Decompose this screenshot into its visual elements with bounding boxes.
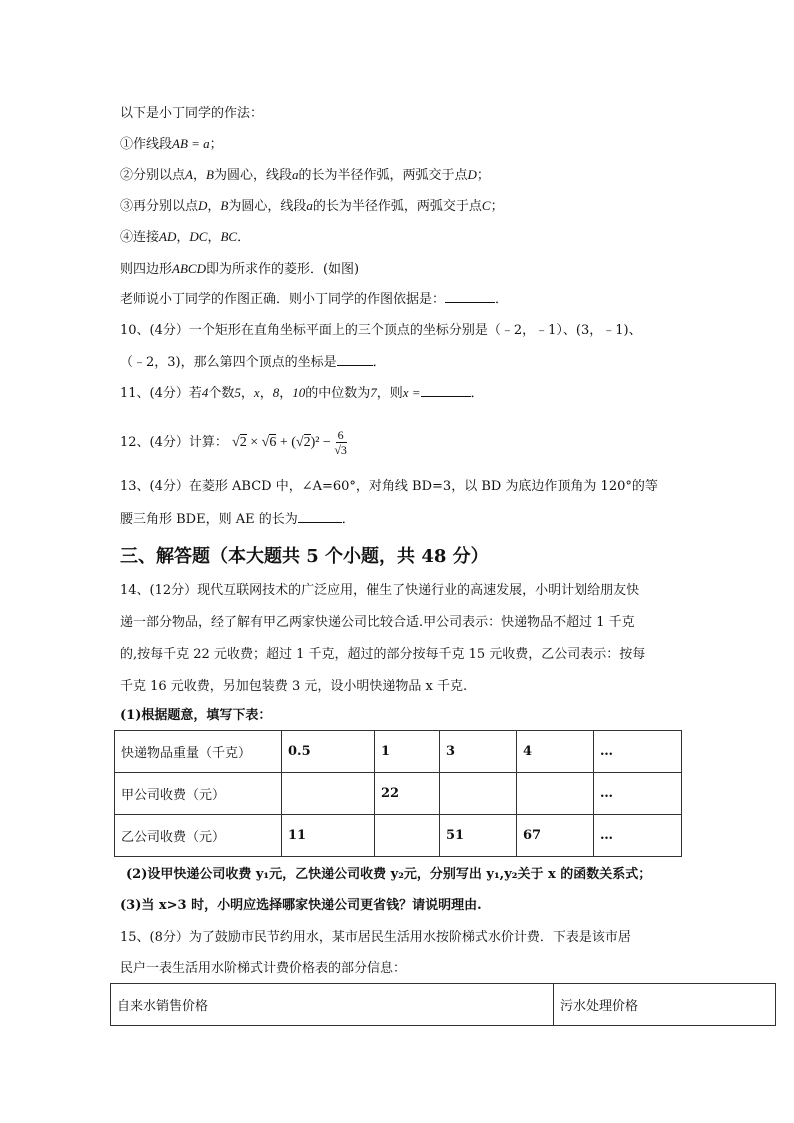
q12-fraction: $\frac{6}{√3}$	[334, 428, 347, 458]
q12-expression: √2 × √6 + (√2)² − $\frac{6}{√3}$	[232, 428, 347, 458]
table-row	[115, 731, 682, 773]
question-10-line-1: 10、(4分）一个矩形在直角坐标平面上的三个顶点的坐标分别是（﹣2，﹣1）、(3，﹣1)、	[120, 323, 642, 338]
construction-step-2: ②分别以点A，B为圆心，线段a的长为半径作弧，两弧交于点D；	[120, 167, 490, 183]
table-cell[interactable]	[282, 773, 375, 815]
table-cell: …	[594, 815, 682, 857]
question-10-line-2: （﹣2，3)，那么第四个顶点的坐标是 ．	[120, 355, 386, 370]
question-14-part-1: (1)根据题意，填写下表：	[120, 708, 272, 723]
question-14-part-2: (2)设甲快递公司收费 y₁元，乙快递公司收费 y₂元，分别写出 y₁,y₂关于 x 的函数关系式；	[126, 867, 652, 882]
question-14-line-3: 的,按每千克 22 元收费；超过 1 千克，超过的部分按每千克 15 元收费，乙公司表示：按每	[120, 647, 646, 662]
table-cell: 乙公司收费（元）	[115, 815, 282, 857]
construction-step-3: ③再分别以点D，B为圆心，线段a的长为半径作弧，两弧交于点C；	[120, 198, 504, 214]
answer-blank[interactable]	[337, 353, 373, 366]
table-cell: 1	[375, 731, 440, 773]
table-cell: 4	[517, 731, 594, 773]
table-cell: 11	[282, 815, 375, 857]
table-cell: 污水处理价格	[554, 984, 776, 1026]
question-11: 11、(4分）若4个数5，x，8，10的中位数为7，则x = ．	[120, 385, 484, 401]
question-13-line-1: 13、(4分）在菱形 ABCD 中，∠A=60°，对角线 BD=3，以 BD 为底边作顶角为 120°的等	[120, 479, 658, 494]
table-cell[interactable]	[440, 773, 517, 815]
table-cell: 3	[440, 731, 517, 773]
table-cell: 0.5	[282, 731, 375, 773]
table-cell: 67	[517, 815, 594, 857]
question-15-line-1: 15、(8分）为了鼓励市民节约用水，某市居民生活用水按阶梯式水价计费．下表是该市居	[120, 930, 631, 945]
table-cell: 自来水销售价格	[111, 984, 554, 1026]
table-cell: 快递物品重量（千克）	[115, 731, 282, 773]
question-13-line-2: 腰三角形 BDE，则 AE 的长为 ．	[120, 512, 355, 527]
table-cell: …	[594, 773, 682, 815]
answer-blank[interactable]	[298, 510, 342, 523]
construction-result: 则四边形ABCD即为所求作的菱形．(如图)	[120, 261, 360, 277]
question-14-part-3: (3)当 x>3 时，小明应选择哪家快递公司更省钱？请说明理由.	[120, 898, 482, 913]
question-14-line-1: 14、(12分）现代互联网技术的广泛应用，催生了快递行业的高速发展，小明计划给朋友快	[120, 583, 640, 598]
q14-fee-table	[114, 730, 682, 857]
table-cell[interactable]	[375, 815, 440, 857]
answer-blank[interactable]	[421, 384, 471, 397]
table-cell: 甲公司收费（元）	[115, 773, 282, 815]
construction-step-1: ①作线段AB = a；	[120, 136, 223, 152]
table-cell: 22	[375, 773, 440, 815]
table-row	[115, 815, 682, 857]
table-cell: …	[594, 731, 682, 773]
q15-price-table	[110, 983, 776, 1026]
table-row	[115, 773, 682, 815]
table-cell[interactable]	[517, 773, 594, 815]
construction-step-4: ④连接AD，DC，BC．	[120, 229, 251, 245]
construction-teacher: 老师说小丁同学的作图正确．则小丁同学的作图依据是： ．	[120, 292, 509, 307]
question-15-line-2: 民户一表生活用水阶梯式计费价格表的部分信息：	[120, 961, 407, 976]
question-14-line-2: 递一部分物品，经了解有甲乙两家快递公司比较合适.甲公司表示：快递物品不超过 1 千克	[120, 615, 635, 630]
construction-intro: 以下是小丁同学的作法：	[120, 106, 264, 121]
table-cell: 51	[440, 815, 517, 857]
answer-blank[interactable]	[445, 290, 495, 303]
section-3-title: 三、解答题（本大题共 5 个小题，共 48 分）	[120, 546, 489, 567]
table-row	[111, 984, 776, 1026]
question-14-line-4: 千克 16 元收费，另加包装费 3 元，设小明快递物品 x 千克.	[120, 679, 468, 694]
question-12: 12、(4分）计算： √2 × √6 + (√2)² − $\frac{6}{√3}$	[120, 428, 347, 458]
